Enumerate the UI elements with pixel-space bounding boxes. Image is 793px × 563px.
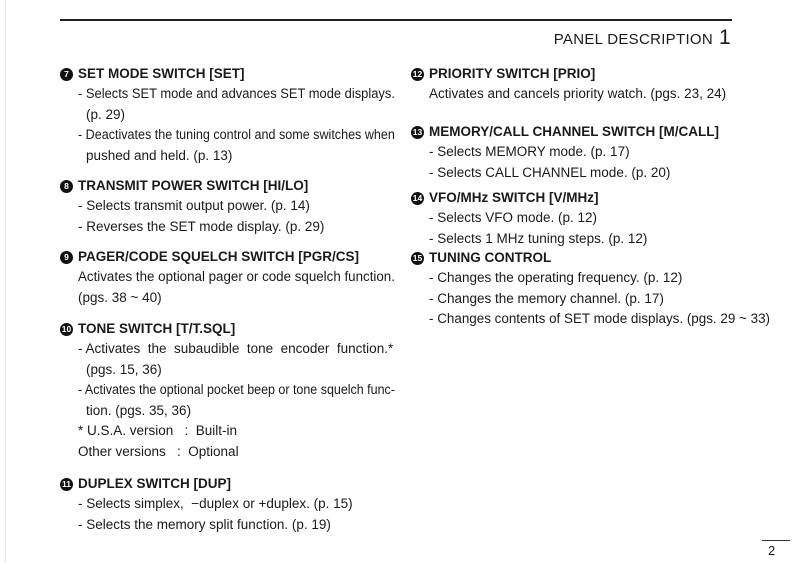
description-line-text: - Selects VFO mode. (p. 12) [429, 210, 598, 225]
description-line [411, 268, 772, 289]
section-title-text: TUNING CONTROL [429, 250, 552, 265]
header-rule [60, 19, 732, 21]
section-title-text: MEMORY/CALL CHANNEL SWITCH [M/CALL] [429, 124, 719, 139]
scan-edge [5, 0, 6, 563]
description-line [60, 125, 419, 146]
circled-number-icon: 7 [60, 68, 73, 81]
description-line-text: Other versions : Optional [78, 443, 239, 459]
description-line [60, 442, 421, 463]
description-line [60, 267, 398, 288]
description-line [60, 105, 419, 126]
section-title [411, 187, 647, 208]
section-title [60, 318, 421, 339]
section-11 [60, 473, 353, 535]
description-line-text: * U.S.A. version : Built-in [78, 423, 238, 438]
circled-number-icon: 8 [60, 180, 73, 193]
description-line-text: - Activates the subaudible tone encoder function.* [78, 341, 394, 356]
description-line-text: (pgs. 38 ~ 40) [78, 289, 162, 305]
page-number: 2 [768, 543, 776, 558]
description-line [60, 288, 398, 309]
description-line-text: - Changes the operating frequency. (p. 12) [429, 270, 683, 285]
section-12 [411, 63, 726, 105]
description-line-text: - Selects transmit output power. (p. 14) [78, 198, 310, 213]
section-title-text: VFO/MHz SWITCH [V/MHz] [429, 190, 599, 205]
section-title [411, 63, 726, 84]
description-line-text: Activates the optional pager or code squelch function. [78, 269, 395, 284]
description-line [60, 339, 421, 360]
description-line-text: - Selects CALL CHANNEL mode. (p. 20) [429, 164, 671, 180]
circled-number-icon: 10 [61, 324, 72, 334]
description-line-text: - Deactivates the tuning control and some switches when [78, 127, 395, 142]
circled-number-icon: 13 [412, 127, 423, 137]
description-line [60, 494, 353, 515]
page-number-rule [762, 540, 790, 541]
section-title [411, 247, 772, 268]
section-title-text: PAGER/CODE SQUELCH SWITCH [PGR/CS] [78, 249, 360, 264]
section-10 [60, 318, 421, 462]
section-title [60, 473, 353, 494]
description-line [60, 360, 421, 381]
description-line [60, 84, 419, 105]
description-line [411, 309, 772, 330]
description-line [60, 217, 324, 238]
description-line-text: - Selects SET mode and advances SET mode displays. [78, 86, 395, 101]
description-line-text: (p. 29) [86, 106, 126, 122]
section-title-text: SET MODE SWITCH [SET] [78, 66, 245, 81]
section-14 [411, 187, 647, 249]
description-line [60, 421, 421, 442]
description-line [411, 84, 726, 105]
description-line-text: Activates and cancels priority watch. (pgs. 23, 24) [429, 86, 727, 101]
description-line-text: (pgs. 15, 36) [86, 361, 162, 377]
description-line-text: tion. (pgs. 35, 36) [86, 402, 192, 418]
page-header [554, 26, 731, 50]
description-line [60, 146, 419, 167]
description-line-text: - Selects 1 MHz tuning steps. (p. 12) [429, 230, 648, 246]
section-7 [60, 63, 419, 166]
description-line-text: - Changes the memory channel. (p. 17) [429, 290, 664, 306]
section-title-text: PRIORITY SWITCH [PRIO] [429, 66, 596, 81]
circled-number-icon: 11 [62, 479, 71, 489]
description-line-text: - Activates the optional pocket beep or tone squelch func- [78, 382, 395, 397]
description-line [411, 142, 719, 163]
section-title-text: TONE SWITCH [T/T.SQL] [78, 321, 236, 336]
description-line [60, 401, 421, 422]
circled-number-icon: 14 [412, 193, 423, 203]
description-line-text: - Selects simplex, −duplex or +duplex. (p. 15) [78, 496, 353, 511]
section-9 [60, 246, 398, 308]
description-line [60, 380, 421, 401]
section-title [411, 121, 719, 142]
section-title-text: DUPLEX SWITCH [DUP] [78, 476, 231, 491]
description-line [411, 289, 772, 310]
section-title [60, 175, 324, 196]
circled-number-icon: 12 [412, 69, 423, 79]
description-line-text: - Selects MEMORY mode. (p. 17) [429, 144, 630, 159]
description-line-text: pushed and held. (p. 13) [86, 147, 233, 163]
description-line-text: - Selects the memory split function. (p. 19) [78, 516, 331, 532]
description-line [60, 515, 353, 536]
description-line [60, 196, 324, 217]
description-line [411, 229, 647, 250]
section-15 [411, 247, 772, 330]
chapter-number: 1 [719, 26, 731, 49]
section-title-text: TRANSMIT POWER SWITCH [HI/LO] [78, 178, 309, 193]
header-title: PANEL DESCRIPTION [553, 31, 714, 48]
description-line [411, 163, 719, 184]
section-title [60, 246, 398, 267]
circled-number-icon: 9 [60, 251, 73, 264]
section-13 [411, 121, 719, 183]
circled-number-icon: 15 [412, 253, 423, 263]
description-line [411, 208, 647, 229]
description-line-text: - Changes contents of SET mode displays. (pgs. 29 ~ 33) [429, 311, 771, 326]
description-line-text: - Reverses the SET mode display. (p. 29) [78, 218, 325, 234]
section-8 [60, 175, 324, 237]
section-title [60, 63, 419, 84]
